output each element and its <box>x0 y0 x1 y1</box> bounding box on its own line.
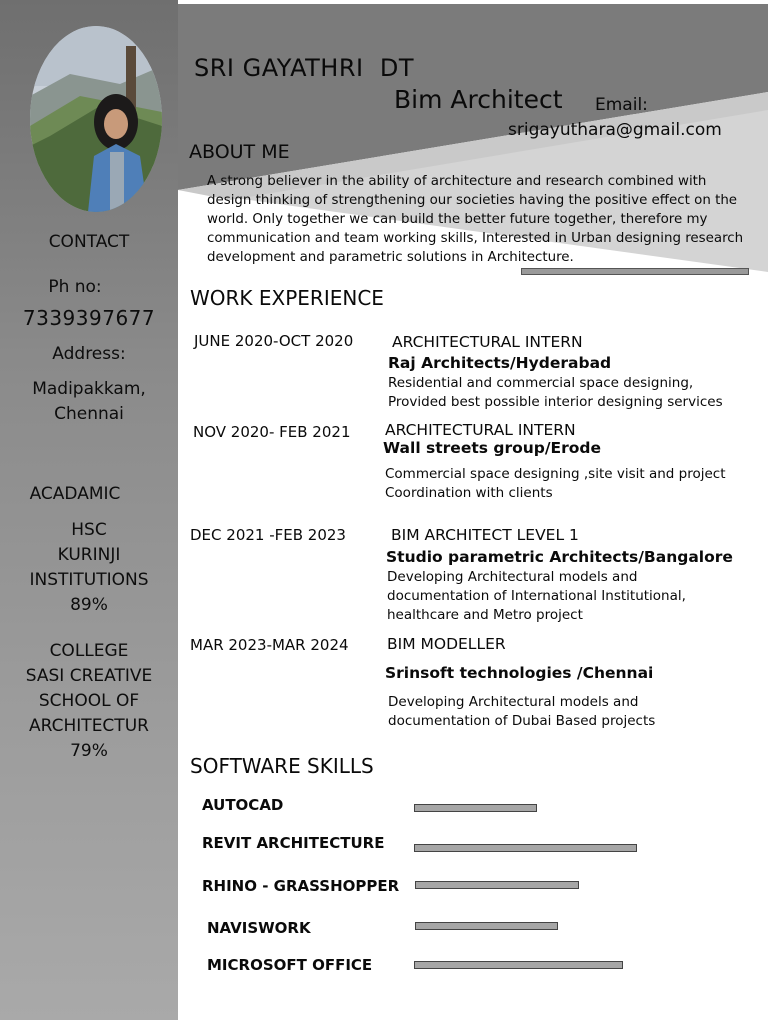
job-description <box>385 465 726 503</box>
address-line-2: Chennai <box>54 404 124 424</box>
email-address: srigayuthara@gmail.com <box>508 120 722 140</box>
about-line: design thinking of strengthening our societies having the positive effect on the <box>207 193 738 208</box>
academic-heading: ACADAMIC <box>29 484 121 504</box>
college-score: 79% <box>70 741 108 761</box>
job-desc-line: documentation of International Institutional, <box>387 588 686 604</box>
skill-bar-track <box>414 844 644 852</box>
address-line-1: Madipakkam, <box>32 379 146 399</box>
hsc-score: 89% <box>70 595 108 615</box>
phone-number: 7339397677 <box>22 306 156 330</box>
skill-label: MICROSOFT OFFICE <box>207 956 373 974</box>
skill-label: NAVISWORK <box>207 919 311 937</box>
job-desc-line: healthcare and Metro project <box>387 607 583 623</box>
college-label: COLLEGE <box>49 641 129 661</box>
skill-bar-track <box>414 804 644 812</box>
job-title: ARCHITECTURAL INTERN <box>392 333 583 351</box>
skills-heading: SOFTWARE SKILLS <box>190 754 374 778</box>
job-desc-line: Developing Architectural models and <box>388 694 639 710</box>
job-desc-line: Provided best possible interior designing services <box>388 394 723 410</box>
job-company: Wall streets group/Erode <box>383 439 602 457</box>
job-date: MAR 2023-MAR 2024 <box>190 636 349 654</box>
job-description <box>387 568 686 625</box>
hsc-school-line-1: KURINJI <box>57 545 121 565</box>
job-company: Raj Architects/Hyderabad <box>388 354 612 372</box>
job-date: NOV 2020- FEB 2021 <box>193 423 351 441</box>
job-desc-line: Commercial space designing ,site visit and project <box>385 466 726 482</box>
skill-bar-fill <box>415 922 558 930</box>
job-title: ARCHITECTURAL INTERN <box>385 421 576 439</box>
job-desc-line: documentation of Dubai Based projects <box>388 713 656 729</box>
hsc-label: HSC <box>71 520 107 540</box>
profile-photo-icon <box>30 26 162 212</box>
job-desc-line: Coordination with clients <box>385 485 553 501</box>
about-text <box>207 172 762 267</box>
skill-bar-fill <box>415 881 579 889</box>
job-company: Studio parametric Architects/Bangalore <box>386 548 733 566</box>
about-line: communication and team working skills, Interested in Urban designing research <box>207 231 744 246</box>
job-desc-line: Developing Architectural models and <box>387 569 638 585</box>
address-label: Address: <box>52 344 126 364</box>
candidate-role: Bim Architect <box>394 85 563 114</box>
job-desc-line: Residential and commercial space designing, <box>388 375 694 391</box>
college-line-3: ARCHITECTUR <box>29 716 149 736</box>
job-description <box>388 693 655 731</box>
job-company: Srinsoft technologies /Chennai <box>385 664 654 682</box>
job-date: DEC 2021 -FEB 2023 <box>190 526 346 544</box>
job-title: BIM MODELLER <box>387 635 506 653</box>
college-line-2: SCHOOL OF <box>38 691 140 711</box>
contact-heading: CONTACT <box>48 232 130 252</box>
skill-label: AUTOCAD <box>202 796 284 814</box>
skill-bar-fill <box>414 804 537 812</box>
skill-label: REVIT ARCHITECTURE <box>202 834 385 852</box>
college-line-1: SASI CREATIVE <box>25 666 153 686</box>
skill-bar-fill <box>414 844 637 852</box>
skill-label: RHINO - GRASSHOPPER <box>202 877 400 895</box>
job-description <box>388 374 723 412</box>
phone-label: Ph no: <box>48 277 102 297</box>
candidate-name: SRI GAYATHRI DT <box>194 54 414 82</box>
about-heading: ABOUT ME <box>189 141 290 163</box>
skill-bar-track <box>414 961 644 969</box>
about-divider-bar <box>521 268 749 275</box>
work-heading: WORK EXPERIENCE <box>190 286 384 310</box>
email-label: Email: <box>595 95 648 115</box>
about-line: world. Only together we can build the better future together, therefore my <box>207 212 708 227</box>
skill-bar-track <box>415 881 645 889</box>
skill-bar-fill <box>414 961 623 969</box>
skill-bar-track <box>415 922 645 930</box>
avatar <box>30 26 162 212</box>
about-line: development and parametric solutions in Architecture. <box>207 250 574 265</box>
job-title: BIM ARCHITECT LEVEL 1 <box>391 526 579 544</box>
about-line: A strong believer in the ability of architecture and research combined with <box>207 174 707 189</box>
job-date: JUNE 2020-OCT 2020 <box>194 332 354 350</box>
hsc-school-line-2: INSTITUTIONS <box>29 570 149 590</box>
